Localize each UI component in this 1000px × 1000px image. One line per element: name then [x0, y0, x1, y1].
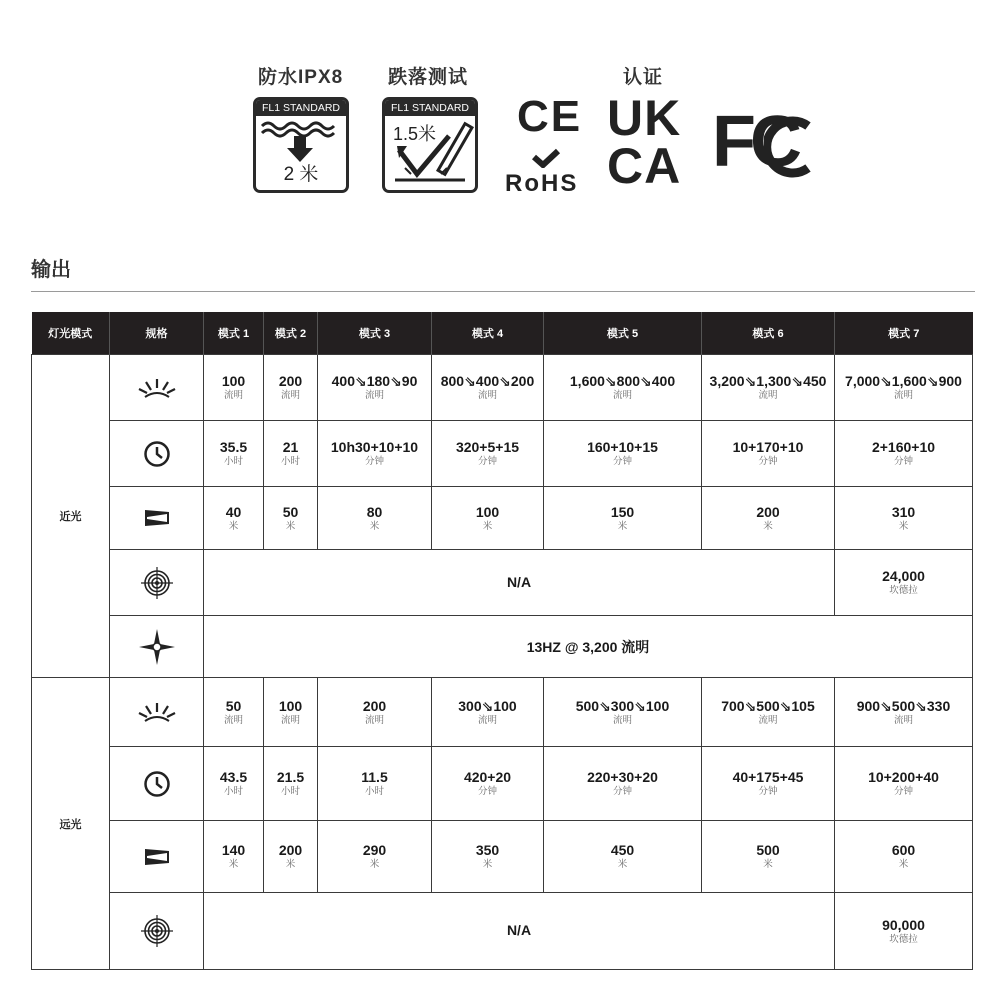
- near-lumens-mode-1: 100 流明: [204, 355, 264, 421]
- far-runtime-mode-7: 10+200+40 分钟: [835, 747, 973, 821]
- waterproof-badge-band: FL1 STANDARD: [256, 100, 346, 116]
- strobe-icon: [137, 627, 177, 667]
- near-intensity-row: [32, 550, 973, 616]
- table-header-row: [32, 312, 973, 355]
- far-runtime-mode-2: 21.5 小时: [264, 747, 318, 821]
- header-mode-2: 模式 2: [264, 312, 318, 355]
- ce-rohs-logo: [503, 92, 593, 198]
- far-lumens-mode-5: 500⇘300⇘100 流明: [544, 678, 702, 747]
- lumens-spec-cell: [110, 355, 204, 421]
- far-lumens-mode-6: 700⇘500⇘105 流明: [702, 678, 835, 747]
- near-lumens-mode-4: 800⇘400⇘200 流明: [432, 355, 544, 421]
- far-intensity-row: [32, 893, 973, 970]
- section-title: 输出: [31, 259, 71, 281]
- beam-distance-icon: [143, 508, 171, 528]
- header-mode-4: 模式 4: [432, 312, 544, 355]
- fcc-c-icon: [764, 112, 814, 182]
- impact-badge: [382, 97, 478, 193]
- far-distance-mode-7: 600 米: [835, 821, 973, 893]
- near-runtime-mode-3: 10h30+10+10 分钟: [318, 421, 432, 487]
- near-distance-mode-4: 100 米: [432, 487, 544, 550]
- distance-spec-cell: [110, 821, 204, 893]
- target-intensity-icon: [140, 914, 174, 948]
- far-runtime-mode-6: 40+175+45 分钟: [702, 747, 835, 821]
- near-intensity-mode-7: 24,000 坎德拉: [835, 550, 973, 616]
- far-runtime-mode-5: 220+30+20 分钟: [544, 747, 702, 821]
- target-intensity-icon: [140, 566, 174, 600]
- near-intensity-na: N/A: [204, 550, 835, 616]
- near-runtime-mode-1: 35.5 小时: [204, 421, 264, 487]
- near-runtime-mode-2: 21 小时: [264, 421, 318, 487]
- header-mode-1: 模式 1: [204, 312, 264, 355]
- waterproof-depth: 2 米: [283, 164, 319, 185]
- lumens-spec-cell: [110, 678, 204, 747]
- far-lumens-mode-3: 200 流明: [318, 678, 432, 747]
- near-distance-mode-7: 310 米: [835, 487, 973, 550]
- intensity-spec-cell: [110, 893, 204, 970]
- far-lumens-mode-1: 50 流明: [204, 678, 264, 747]
- near-lumens-row: [32, 355, 973, 421]
- near-strobe-row: [32, 616, 973, 678]
- lumens-icon: [137, 701, 177, 723]
- near-lumens-mode-7: 7,000⇘1,600⇘900 流明: [835, 355, 973, 421]
- near-runtime-mode-6: 10+170+10 分钟: [702, 421, 835, 487]
- header-mode-6: 模式 6: [702, 312, 835, 355]
- far-runtime-row: [32, 747, 973, 821]
- far-intensity-na: N/A: [204, 893, 835, 970]
- header-mode-5: 模式 5: [544, 312, 702, 355]
- far-runtime-mode-4: 420+20 分钟: [432, 747, 544, 821]
- far-distance-mode-6: 500 米: [702, 821, 835, 893]
- impact-label: 跌落测试: [388, 67, 469, 88]
- rohs-mark: RoHS: [505, 170, 579, 197]
- waterproof-badge: [253, 97, 349, 193]
- impact-height: 1.5米: [393, 124, 437, 144]
- strobe-spec-cell: [110, 616, 204, 678]
- near-distance-mode-1: 40 米: [204, 487, 264, 550]
- far-lumens-mode-2: 100 流明: [264, 678, 318, 747]
- fcc-mark: FC: [712, 102, 796, 182]
- far-intensity-mode-7: 90,000 坎德拉: [835, 893, 973, 970]
- near-runtime-mode-4: 320+5+15 分钟: [432, 421, 544, 487]
- far-beam-label: 远光: [32, 678, 110, 970]
- near-lumens-mode-2: 200 流明: [264, 355, 318, 421]
- near-runtime-mode-5: 160+10+15 分钟: [544, 421, 702, 487]
- near-lumens-mode-5: 1,600⇘800⇘400 流明: [544, 355, 702, 421]
- lumens-icon: [137, 377, 177, 399]
- output-spec-table: [31, 312, 973, 970]
- far-distance-mode-1: 140 米: [204, 821, 264, 893]
- far-distance-row: [32, 821, 973, 893]
- drop-impact-icon: [385, 116, 475, 190]
- far-lumens-mode-4: 300⇘100 流明: [432, 678, 544, 747]
- waterproof-label: 防水IPX8: [258, 67, 344, 88]
- near-distance-row: [32, 487, 973, 550]
- clock-icon: [143, 770, 171, 798]
- intensity-spec-cell: [110, 550, 204, 616]
- far-distance-mode-5: 450 米: [544, 821, 702, 893]
- header-mode-7: 模式 7: [835, 312, 973, 355]
- ukca-line-2: CA: [607, 138, 682, 194]
- header-spec: 规格: [110, 312, 204, 355]
- far-distance-mode-3: 290 米: [318, 821, 432, 893]
- header-mode-3: 模式 3: [318, 312, 432, 355]
- certifications-label: 认证: [623, 67, 664, 88]
- near-runtime-mode-7: 2+160+10 分钟: [835, 421, 973, 487]
- near-runtime-row: [32, 421, 973, 487]
- far-runtime-mode-3: 11.5 小时: [318, 747, 432, 821]
- far-distance-mode-4: 350 米: [432, 821, 544, 893]
- near-distance-mode-3: 80 米: [318, 487, 432, 550]
- section-divider: [31, 291, 975, 292]
- far-lumens-mode-7: 900⇘500⇘330 流明: [835, 678, 973, 747]
- fcc-logo: [712, 102, 814, 190]
- far-distance-mode-2: 200 米: [264, 821, 318, 893]
- far-lumens-row: [32, 678, 973, 747]
- runtime-spec-cell: [110, 421, 204, 487]
- clock-icon: [143, 440, 171, 468]
- near-strobe-value: 13HZ @ 3,200 流明: [204, 616, 973, 678]
- near-distance-mode-6: 200 米: [702, 487, 835, 550]
- far-runtime-mode-1: 43.5 小时: [204, 747, 264, 821]
- near-lumens-mode-6: 3,200⇘1,300⇘450 流明: [702, 355, 835, 421]
- near-distance-mode-2: 50 米: [264, 487, 318, 550]
- impact-badge-band: FL1 STANDARD: [385, 100, 475, 116]
- ukca-line-1: UK: [607, 90, 682, 146]
- near-beam-label: 近光: [32, 355, 110, 678]
- ce-mark: CE: [517, 92, 583, 141]
- runtime-spec-cell: [110, 747, 204, 821]
- near-lumens-mode-3: 400⇘180⇘90 流明: [318, 355, 432, 421]
- beam-distance-icon: [143, 847, 171, 867]
- checkmark-icon: [531, 148, 561, 168]
- near-distance-mode-5: 150 米: [544, 487, 702, 550]
- distance-spec-cell: [110, 487, 204, 550]
- ukca-logo: [607, 90, 691, 198]
- header-light-mode: 灯光模式: [32, 312, 110, 355]
